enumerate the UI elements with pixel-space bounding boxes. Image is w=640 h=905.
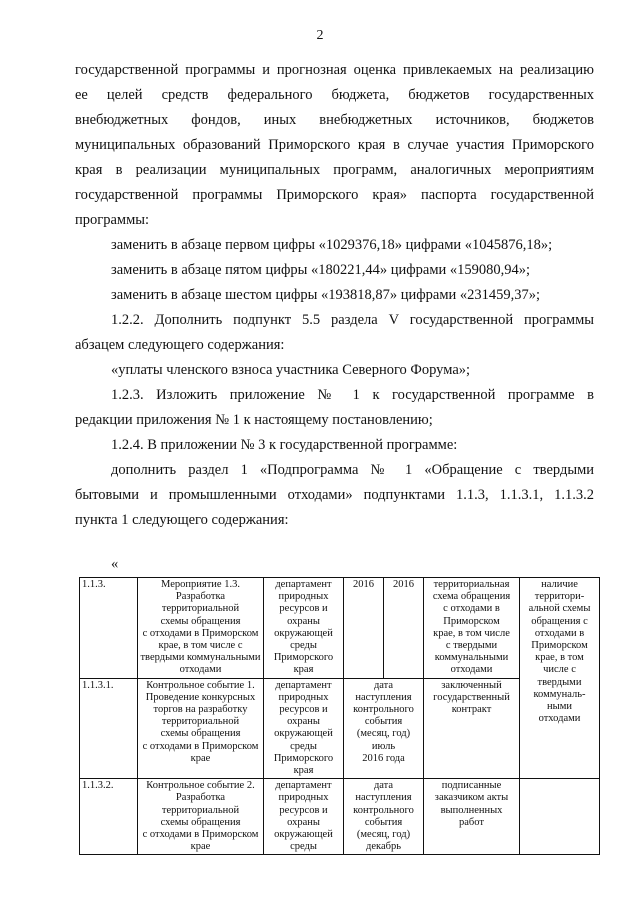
paragraph-passport [75,58,594,233]
end-year: 2016 [384,578,424,679]
item-1-2-3-line: редакции приложения № 1 к настоящему постановлению; [75,412,433,428]
item-1-2-3-line: 1.2.3. Изложить приложение № 1 к государственной программе в [111,387,594,403]
replace-fifth-paragraph: заменить в абзаце пятом цифры «180221,44» цифрами «159080,94»; [111,262,531,278]
replace-sixth-paragraph: заменить в абзаце шестом цифры «193818,87» цифрами «231459,37»; [111,287,541,303]
paragraph-line: края в реализации муниципальных программ, аналогичных мероприятиям [75,162,594,178]
measure-name: Контрольное событие 2. Разработка территориальной схемы обращения с отходами в Приморском крае [138,779,264,855]
table-row [80,779,600,855]
program-table [79,577,600,855]
expected-result: подписанные заказчиком акты выполненных работ [424,779,520,855]
northern-forum-quote: «уплаты членского взноса участника Северного Форума»; [111,362,471,378]
page-number: 2 [316,28,324,43]
event-date: дата наступления контрольного события (месяц, год) июль 2016 года [344,678,424,779]
event-date: дата наступления контрольного события (месяц, год) декабрь [344,779,424,855]
table-row [80,578,600,679]
document-body [75,58,594,533]
row-number: 1.1.3.2. [80,779,138,855]
item-1-2-2-line: 1.2.2. Дополнить подпункт 5.5 раздела V государственной программы [111,312,594,328]
supplement-line: пункта 1 следующего содержания: [75,512,289,528]
item-1-2-4: 1.2.4. В приложении № 3 к государственной программе: [111,437,458,453]
expected-result: заключенный государственный контракт [424,678,520,779]
executor: департамент природных ресурсов и охраны окружающей среды [264,779,344,855]
measure-name: Контрольное событие 1. Проведение конкурсных торгов на разработку территориальной схемы обращения с отходами в Приморском крае [138,678,264,779]
indicator [520,779,600,855]
start-year: 2016 [344,578,384,679]
replace-first-paragraph: заменить в абзаце первом цифры «1029376,18» цифрами «1045876,18»; [111,237,553,253]
paragraph-line: государственной программы и прогнозная оценка привлекаемых на реализацию [75,62,594,78]
opening-quote: « [111,556,119,572]
supplement-line: бытовыми и промышленными отходами» подпунктами 1.1.3, 1.1.3.1, 1.1.3.2 [75,487,594,503]
executor: департамент природных ресурсов и охраны окружающей среды Приморского края [264,578,344,679]
item-1-2-2-line: абзацем следующего содержания: [75,337,285,353]
paragraph-line: ее целей средств федерального бюджета, бюджетов государственных [75,87,594,103]
paragraph-line: муниципальных образований Приморского края в случае участия Приморского [75,137,594,153]
expected-result: территориальная схема обращения с отходами в Приморском крае, в том числе с твердыми коммунальными отходами [424,578,520,679]
paragraph-line: государственной программы Приморского края» паспорта государственной [75,187,594,203]
row-number: 1.1.3. [80,578,138,679]
supplement-line: дополнить раздел 1 «Подпрограмма № 1 «Обращение с твердыми [111,462,594,478]
paragraph-line: внебюджетных фондов, иных внебюджетных источников, бюджетов [75,112,594,128]
measure-name: Мероприятие 1.3. Разработка территориальной схемы обращения с отходами в Приморском крае, в том числе с твердыми коммунальными отходами [138,578,264,679]
row-number: 1.1.3.1. [80,678,138,779]
indicator: наличие территори- альной схемы обращения с отходами в Приморском крае, в том числе с твердыми коммуналь- ными отходами [520,578,600,779]
executor: департамент природных ресурсов и охраны окружающей среды Приморского края [264,678,344,779]
paragraph-line: программы: [75,212,150,228]
